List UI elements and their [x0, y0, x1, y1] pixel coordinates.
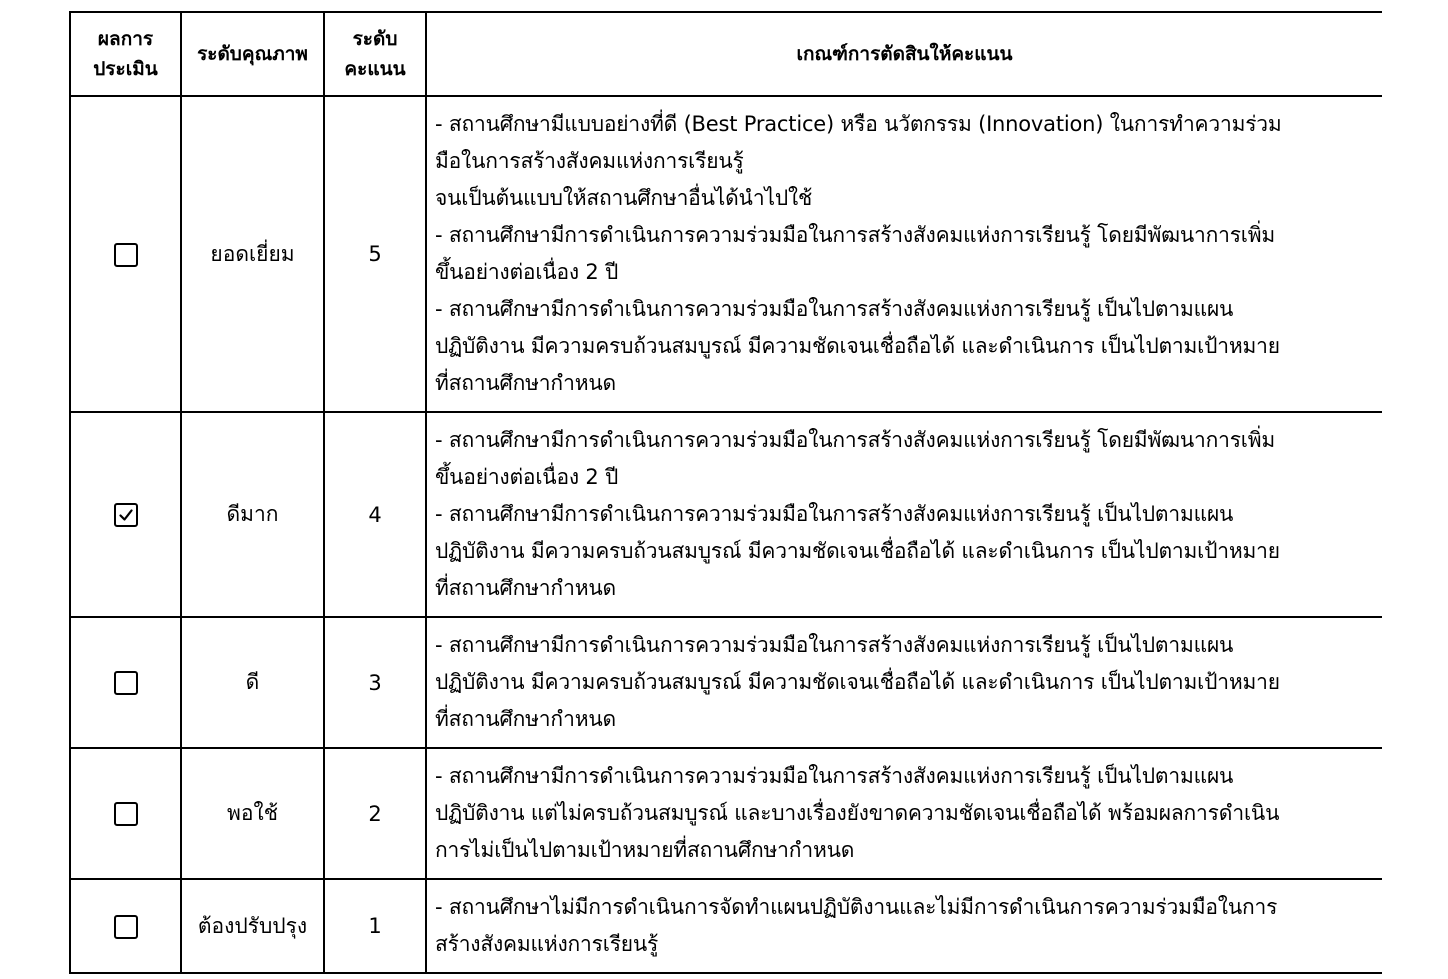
rubric-body	[70, 96, 1382, 973]
header-row	[70, 12, 1382, 96]
criteria-cell	[426, 879, 1382, 973]
criteria-line: สร้างสังคมแห่งการเรียนรู้	[435, 932, 659, 956]
assessment-rubric-table	[69, 11, 1382, 974]
criteria-line: - สถานศึกษามีการดำเนินการความร่วมมือในการสร้างสังคมแห่งการเรียนรู้ เป็นไปตามแผน	[435, 764, 1234, 788]
rubric-row	[70, 96, 1382, 412]
result-checkbox[interactable]	[114, 243, 138, 267]
header-result	[70, 12, 181, 96]
criteria-line: ปฏิบัติงาน แต่ไม่ครบถ้วนสมบูรณ์ และบางเรื่องยังขาดความชัดเจนเชื่อถือได้ พร้อมผลการดำเนิน	[435, 801, 1280, 825]
result-cell	[70, 748, 181, 879]
score-cell	[324, 412, 426, 617]
score-value: 5	[368, 242, 382, 266]
criteria-line: ปฏิบัติงาน มีความครบถ้วนสมบูรณ์ มีความชัดเจนเชื่อถือได้ และดำเนินการ เป็นไปตามเป้าหมาย	[435, 334, 1280, 358]
result-checkbox[interactable]	[114, 915, 138, 939]
quality-level-cell	[181, 879, 324, 973]
criteria-cell	[426, 412, 1382, 617]
result-cell	[70, 412, 181, 617]
rubric-row	[70, 617, 1382, 748]
criteria-line: - สถานศึกษามีการดำเนินการความร่วมมือในการสร้างสังคมแห่งการเรียนรู้ เป็นไปตามแผน	[435, 297, 1234, 321]
score-cell	[324, 748, 426, 879]
criteria-line: มือในการสร้างสังคมแห่งการเรียนรู้	[435, 149, 744, 173]
score-value: 4	[368, 502, 382, 527]
criteria-line: - สถานศึกษาไม่มีการดำเนินการจัดทำแผนปฏิบัติงานและไม่มีการดำเนินการความร่วมมือในการ	[435, 895, 1278, 919]
criteria-line: - สถานศึกษามีการดำเนินการความร่วมมือในการสร้างสังคมแห่งการเรียนรู้ โดยมีพัฒนาการเพิ่ม	[435, 223, 1276, 247]
rubric-row	[70, 748, 1382, 879]
quality-level-cell	[181, 748, 324, 879]
quality-level-label: ยอดเยี่ยม	[210, 241, 295, 266]
quality-level-label: ต้องปรับปรุง	[197, 913, 308, 938]
criteria-line: การไม่เป็นไปตามเป้าหมายที่สถานศึกษากำหนด	[435, 838, 855, 862]
check-mark-icon	[118, 507, 134, 523]
quality-level-cell	[181, 412, 324, 617]
criteria-line: - สถานศึกษามีแบบอย่างที่ดี (Best Practice) หรือ นวัตกรรม (Innovation) ในการทำความร่วม	[435, 112, 1282, 136]
criteria-line: ขึ้นอย่างต่อเนื่อง 2 ปี	[435, 260, 619, 284]
rubric-row	[70, 412, 1382, 617]
quality-level-label: ดีมาก	[226, 502, 279, 526]
criteria-line: ปฏิบัติงาน มีความครบถ้วนสมบูรณ์ มีความชัดเจนเชื่อถือได้ และดำเนินการ เป็นไปตามเป้าหมาย	[435, 539, 1280, 563]
header-result-label: ผลการ ประเมิน	[93, 28, 158, 80]
quality-level-cell	[181, 617, 324, 748]
score-value: 1	[368, 914, 382, 938]
result-checkbox-checked[interactable]	[114, 503, 138, 527]
criteria-line: ปฏิบัติงาน มีความครบถ้วนสมบูรณ์ มีความชัดเจนเชื่อถือได้ และดำเนินการ เป็นไปตามเป้าหมาย	[435, 670, 1280, 694]
header-score-level-label: ระดับ คะแนน	[344, 28, 406, 80]
quality-level-label: พอใช้	[227, 801, 278, 825]
score-cell	[324, 617, 426, 748]
result-cell	[70, 617, 181, 748]
header-criteria-label: เกณฑ์การตัดสินให้คะแนน	[796, 43, 1013, 65]
header-quality-level-label: ระดับคุณภาพ	[197, 43, 308, 65]
criteria-line: จนเป็นต้นแบบให้สถานศึกษาอื่นได้นำไปใช้	[435, 186, 813, 210]
criteria-cell	[426, 748, 1382, 879]
header-quality-level	[181, 12, 324, 96]
score-value: 3	[368, 670, 382, 695]
result-checkbox[interactable]	[114, 671, 138, 695]
criteria-line: - สถานศึกษามีการดำเนินการความร่วมมือในการสร้างสังคมแห่งการเรียนรู้ เป็นไปตามแผน	[435, 502, 1234, 526]
criteria-line: - สถานศึกษามีการดำเนินการความร่วมมือในการสร้างสังคมแห่งการเรียนรู้ โดยมีพัฒนาการเพิ่ม	[435, 428, 1276, 452]
result-cell	[70, 879, 181, 973]
criteria-cell	[426, 96, 1382, 412]
criteria-line: ที่สถานศึกษากำหนด	[435, 576, 616, 600]
criteria-line: - สถานศึกษามีการดำเนินการความร่วมมือในการสร้างสังคมแห่งการเรียนรู้ เป็นไปตามแผน	[435, 633, 1234, 657]
criteria-line: ที่สถานศึกษากำหนด	[435, 371, 616, 395]
score-value: 2	[368, 801, 382, 826]
criteria-line: ที่สถานศึกษากำหนด	[435, 707, 616, 731]
quality-level-label: ดี	[245, 670, 260, 694]
criteria-line: ขึ้นอย่างต่อเนื่อง 2 ปี	[435, 465, 619, 489]
header-criteria	[426, 12, 1382, 96]
header-score-level	[324, 12, 426, 96]
score-cell	[324, 879, 426, 973]
result-checkbox[interactable]	[114, 802, 138, 826]
criteria-cell	[426, 617, 1382, 748]
result-cell	[70, 96, 181, 412]
rubric-row	[70, 879, 1382, 973]
quality-level-cell	[181, 96, 324, 412]
score-cell	[324, 96, 426, 412]
